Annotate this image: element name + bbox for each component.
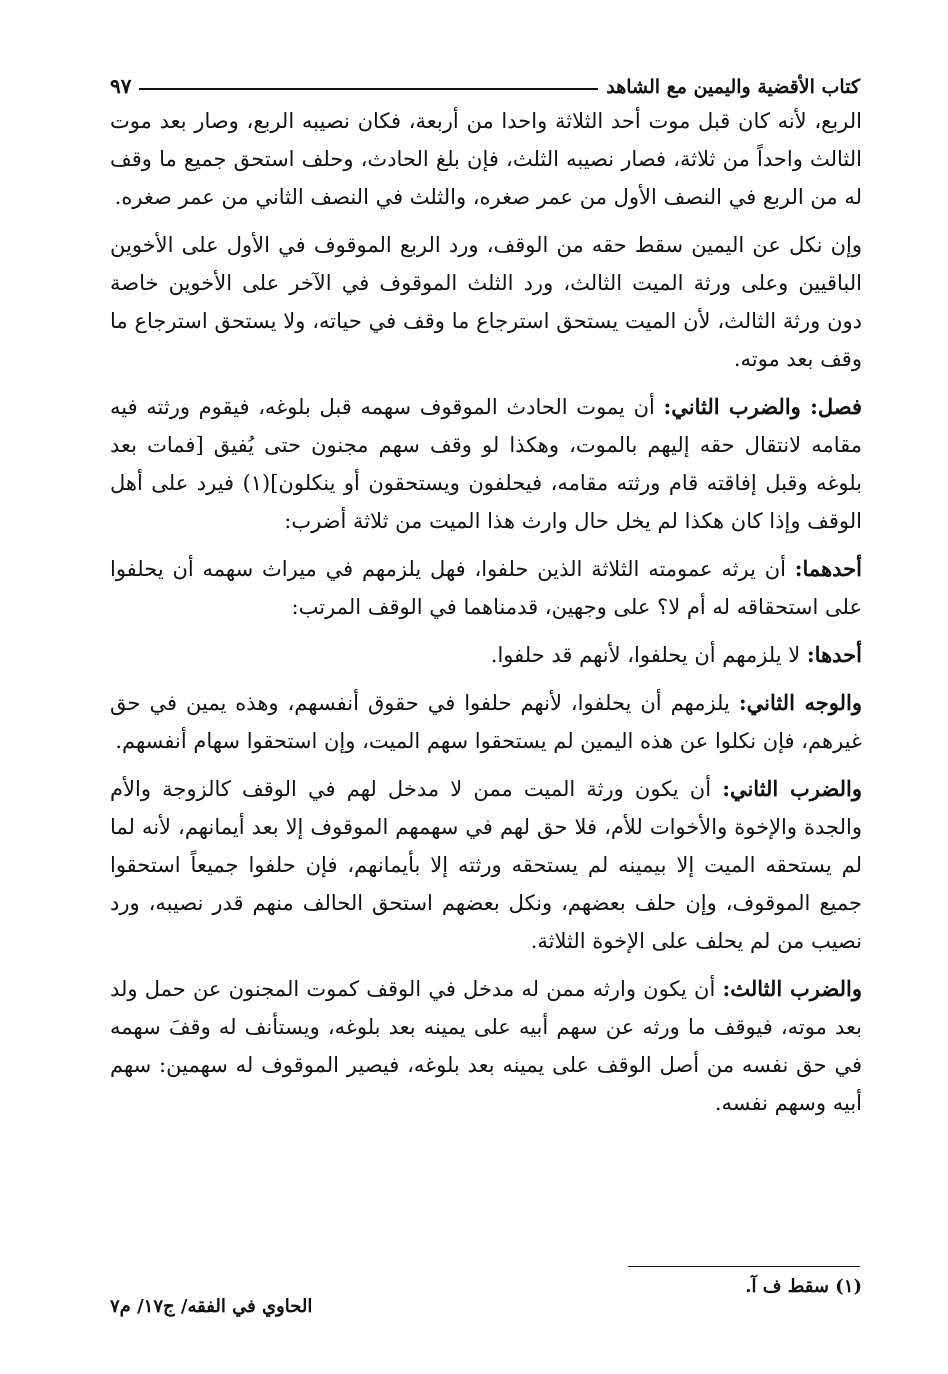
paragraph: أحدها: لا يلزمهم أن يحلفوا، لأنهم قد حلفوا. [490,642,862,667]
paragraph: وإن نكل عن اليمين سقط حقه من الوقف، ورد الربع الموقوف في الأول على الأخوين الباقيين وعلى ورثة الميت الثالث، ورد الثلث الموقوف في الآخر على الأخوين خاصة دون ورثة الثالث، لأن الميت يستحق استرجاع ما وقف في حياته، ولا يستحق استرجاع ما وقف بعد موته. [110,233,862,371]
section-lead: فصل: والضرب الثاني: [663,394,862,419]
section-lead: أحدها: [806,642,862,667]
page-number: ٩٧ [110,74,132,98]
paragraph: أحدهما: أن يرثه عمومته الثلاثة الذين حلفوا، فهل يلزمهم في ميراث سهمه أن يحلفوا على استحقاقه له أم لا؟ على وجهين، قدمناهما في الوقف المرتب: [110,556,862,619]
section-lead: أحدهما: [794,556,862,581]
footnote: (١) سقط ف آ. [745,1276,862,1297]
paragraph: فصل: والضرب الثاني: أن يموت الحادث الموقوف سهمه قبل بلوغه، فيقوم ورثته فيه مقامه لانتقال حقه إليهم بالموت، وهكذا لو وقف سهم مجنون حتى يُفيق [فمات بعد بلوغه وقبل إفاقته قام ورثته مقامه، فيحلفون ويستحقون أو ينكلون](١) فيرد على أهل الوقف وإذا كان هكذا لم يخل حال وارث هذا الميت من ثلاثة أضرب: [110,394,862,533]
header-rule [139,88,598,90]
header-title: كتاب الأقضية واليمين مع الشاهد [606,76,860,98]
section-lead: والوجه الثاني: [738,690,862,715]
footnote-separator [628,1266,860,1267]
section-lead: والضرب الثالث: [722,976,862,1001]
main-text [110,102,862,1132]
running-header [110,62,860,98]
paragraph: والضرب الثاني: أن يكون ورثة الميت ممن لا مدخل لهم في الوقف كالزوجة والأم والجدة والإخوة والأخوات للأم، فلا حق لهم في سهمهم الموقوف إلا بعد أيمانهم، لأنه لما لم يستحقه الميت إلا بيمينه لم يستحقه ورثته إلا بأيمانهم، فإن حلفوا جميعاً استحقوا جميع الموقوف، وإن حلف بعضهم، ونكل بعضهم استحق الحالف منهم قدر نصيبه، ورد نصيب من لم يحلف على الإخوة الثلاثة. [110,776,863,953]
paragraph: والوجه الثاني: يلزمهم أن يحلفوا، لأنهم حلفوا في حقوق أنفسهم، وهذه يمين في حق غيرهم، فإن نكلوا عن هذه اليمين لم يستحقوا سهم الميت، وإن استحقوا سهام أنفسهم. [110,690,862,753]
page-footer: الحاوي في الفقه/ ج١٧/ م٧ [110,1296,313,1317]
paragraph: الربع، لأنه كان قبل موت أحد الثلاثة واحدا من أربعة، فكان نصيبه الربع، وصار بعد موت الثالث واحداً من ثلاثة، فصار نصيبه الثلث، فإن بلغ الحادث، وحلف استحق جميع ما وقف له من الربع في النصف الأول من عمر صغره، والثلث في النصف الثاني من عمر صغره. [110,109,863,209]
paragraph: والضرب الثالث: أن يكون وارثه ممن له مدخل في الوقف كموت المجنون عن حمل ولد بعد موته، فيوقف ما ورثه عن سهم أبيه على يمينه بعد بلوغه، ويستأنف له وقفَ سهمه في حق نفسه من أصل الوقف على يمينه بعد بلوغه، فيصير الموقوف له سهمين: سهم أبيه وسهم نفسه. [110,976,862,1115]
section-lead: والضرب الثاني: [722,776,863,801]
